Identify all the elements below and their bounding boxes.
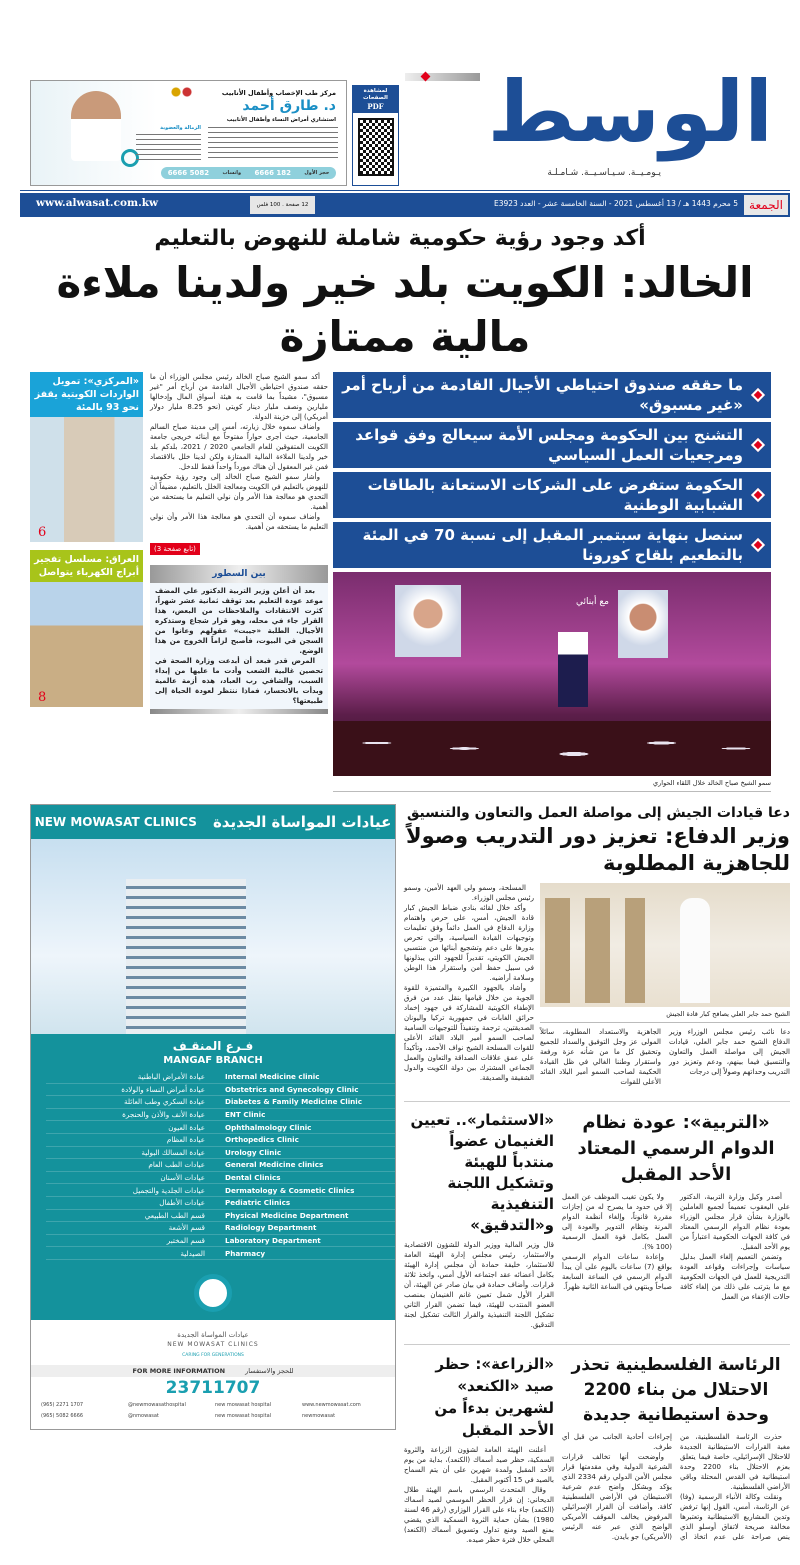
qr-title: لمشاهدة الصفحات [363,88,388,101]
portrait-screen-right [618,590,668,658]
phone-label: حجز الأول [304,170,330,176]
paragraph: وإعادة ساعات الدوام الرسمي بواقع (7) ساعات باليوم على أن يبدأ الدوام الرسمي في الساعة السابعة صباحاً وينتهي في الساعة الثانية ظهراً. [562,1253,672,1291]
clinic-ar: عيادات الأطفال [159,1198,205,1208]
facebook-contact[interactable]: new mowasat hospital [215,1412,272,1419]
clinic-en: General Medicine clinics [225,1160,324,1170]
clinic-header-en: NEW MOWASAT CLINICS [34,815,197,829]
paragraph: أعلنت الهيئة العامة لشؤون الزراعة والثروة السمكية، حظر صيد أسماك (الكنعد)، بداية من يوم الأحد المقبل ولمدة شهرين على أن يتم السماح بالصيد في 15 أكتوبر المقبل. [404,1446,554,1484]
investment-headline[interactable]: «الاستثمار».. تعيين الغنيمان عضواً منتدباً للهيئة وتشكيل اللجنة التنفيذية و«التدقيق» [410,1111,554,1234]
paragraph: وأوضحت أنها تخالف قرارات الشرعية الدولية وفي مقدمتها قرار مجلس الأمن الدولي رقم 2334 الذي يؤكد وبشكل واضح عدم شرعية الاستيطان في الأراضي الفلسطينية كافة. وأضافت أن القرار الإسرائيلي المرفوض يخالف الموقف الأمريكي الواضح الذي عبر عنه الرئيس (الأمريكي) جو بايدن. [562,1453,672,1541]
lower-row [0,804,800,1565]
clinic-en: Ophthalmology Clinic [225,1122,312,1132]
clinic-list [31,1071,395,1260]
paragraph: حذرت الرئاسة الفلسطينية، من مغبة القرارات الاستيطانية الجديدة للاحتلال الإسرائيلي، خاصة فيما يتعلق بعزم الاحتلال بناء 2200 وحدة استيطانية في القدس المحتلة وباقي الأراضي الفلسطينية. [680,1433,790,1491]
box-bottom-bar [150,709,328,714]
clinic-ar: عيادة العيون [168,1122,205,1132]
paragraph: ونقلت وكالة الأنباء الرسمية (وفا) عن الرئاسة، أمس، القول إنها ترفض وتدين المشاريع الاستيطانية وتعتبرها مخالفة صريحة لاتفاق أوسلو الذي ينص صراحة على عدم اتخاذ أي إجراءات أحادية الجانب من قبل أي طرف. [562,1433,790,1541]
clinic-en: Urology Clinic [225,1147,282,1157]
clinic-item [46,1197,395,1210]
between-lines-title: بين السطور [150,565,328,583]
paragraph: أكد سمو الشيخ صباح الخالد رئيس مجلس الوزراء أن ما حققه صندوق احتياطي الأجيال القادمة من أرباح أمر "غير مسبوق"، مشيداً بما قامت به هيئة أسواق المال وإدخالها مليارين ونصف مليار دينار كويتي (نحو 8.25 مليار دولار أمريكي) إلى خزينة الدولة. [150,373,328,421]
teaser-iraq[interactable] [30,550,143,707]
clinic-phone-number[interactable]: 23711707 [165,1377,261,1398]
clinic-en: Dermatology & Cosmetic Clinics [225,1185,355,1195]
paragraph: وأضاف سموه خلال زيارته، أمس إلى مدينة صباح السالم الجامعية، حيث أجرى حواراً مفتوحاً مع أبنائه خريجي جامعة الكويت المتفوقين للعام الجامعي 2020 / 2021، بلدكم بلد خير ولدينا الملاءة المالية الممتازة ولكن لدينا خلل بالاقتصاد فمن غير المعقول أن هناك مورداً واحداً فقط للدخل. [150,423,328,471]
youtube-contact[interactable]: new mowasat hospital [215,1401,272,1408]
lead-kicker: أكد وجود رؤية حكومية شاملة للنهوض بالتعليم [154,226,646,251]
website-link[interactable]: www.alwasat.com.kw [36,197,159,209]
clinic-en: Orthopedics Clinic [225,1135,299,1145]
clinic-advertisement[interactable] [30,804,396,1430]
bullet-text: ما حققه صندوق احتياطي الأجيال القادمة من أرباح أمر «غير مسبوق» [342,376,743,414]
clinic-logo-ar: عيادات المواساة الجديدة [177,1330,249,1339]
clinic-ar: عيادات الجلدية والتجميل [132,1185,205,1195]
clinic-en: ENT Clinic [225,1110,266,1120]
clinic-ar: عيادة المسالك البولية [141,1147,205,1157]
clinic-ar: عيادة الأمراض الباطنية [137,1072,205,1082]
paragraph: ولا يكون تغيب الموظف عن العمل إلا في حدود ما يصرح له من إجازات مقررة قانوناً، وإلغاء أنظمة الدوام المرنة ونظام التدوير والعودة إلى العمل بكامل قوة العمل الرسمية (100 %). [562,1193,672,1251]
clinic-ar: قسم الأشعة [168,1223,205,1233]
defense-kicker: دعا قيادات الجيش إلى مواصلة العمل والتعاون والتنسيق [406,805,790,821]
paragraph: وقال المتحدث الرسمي باسم الهيئة طلال الديحاني: إن قرار الحظر الموسمي لصيد أسماك (الكنعد) جاء بناء على القرار الوزاري (رقم 46 لسنة 1980) بشأن حماية الثروة السمكية الذي يقضي بمنع الصيد ومنع تداول وتسويق أسماك (الكنعد) المحلي خلال فترة حظر صيده. [404,1486,554,1544]
teaser-headline: العراق: مسلسل تفجير أبراج الكهرباء يتواصل [30,550,143,582]
whatsapp-contact[interactable]: (965) 5082 6666 [41,1412,84,1419]
clinic-building-photo [31,839,395,1034]
clinic-item [46,1147,395,1160]
clinic-ar: قسم الطب الطبيعي [144,1210,205,1220]
clinic-item [46,1222,395,1235]
price-box: 12 صفحة . 100 فلس [250,196,315,214]
clinic-item [46,1172,395,1185]
clinic-en: Diabetes & Family Medicine Clinic [225,1097,363,1107]
paragraph: وأضاف سموه أن التحدي هو معالجة هذا الأمر وأن نولي التعليم ما يستحقه من أهمية. [150,513,328,531]
paragraph: أصدر وكيل وزارة التربية، الدكتور علي اليعقوب تعميماً لجميع العاملين بالوزارة بشأن قرار مجلس الوزراء بعودة نظام الدوام الرسمي المعتاد في كافة الجهات الحكومية اعتباراً من يوم الأحد المقبل. [680,1193,790,1251]
clinic-hand-logo-icon [194,1274,232,1312]
clinic-en: Dental Clinics [225,1173,281,1183]
phone-number-1: 182 6666 [254,169,292,177]
palestine-body [562,1432,790,1542]
clinic-ar: عيادة أمراض النساء والولادة [121,1084,205,1094]
clinic-item [46,1121,395,1134]
bullet-text: سنصل بنهاية سبتمبر المقبل إلى نسبة 70 في المئة بالتطعيم بلقاح كورونا [362,526,743,564]
teaser-headline: «المركزي»: تمويل الواردات الكويتية يقفز نحو 93 بالمئة [30,372,143,417]
branch-name-ar: فـرع المنقـف [172,1039,254,1053]
clinic-item [46,1184,395,1197]
website-contact[interactable]: www.newmowasat.com [302,1401,361,1408]
doctor-title: استشاري أمراض النساء وأطفال الأنابيب [226,117,336,123]
red-diamond-icon [751,438,765,452]
clinic-en: Obstetrics and Gynecology Clinic [225,1084,359,1094]
defense-photo[interactable] [540,883,790,1007]
clinic-en: Pediatric Clinics [225,1198,291,1208]
teaser-photo-soldiers [30,582,143,707]
clinic-en: Radiology Department [225,1223,317,1233]
palestine-row [404,1344,790,1545]
lead-bullet [333,472,771,518]
paragraph: المسلحة، وسمو ولي العهد الأمين، وسمو رئيس مجلس الوزراء. [404,884,534,902]
lead-bullet [333,522,771,568]
audience [333,721,771,776]
agriculture-body [404,1445,554,1545]
clinic-ar: عيادة العظام [166,1135,205,1145]
masthead-tagline: يـومـيــة. سـيـاسـيــة. شـامـلـة [547,168,661,178]
education-body [562,1192,790,1302]
phone-number-2: 5082 6666 [167,169,210,177]
clinic-item [46,1247,395,1260]
defense-photo-caption: الشيخ حمد جابر العلي يصافح كبار قادة الجيش [540,1007,790,1023]
clinic-name: مركز طب الإخصاب وأطفال الأنابيب [221,89,336,97]
soldiers [545,898,645,1003]
clinic-item [46,1159,395,1172]
memberships-title: الزمالة والعضوية [160,125,201,131]
twitter-contact[interactable]: @nmowasat [128,1412,159,1419]
red-diamond-icon [751,538,765,552]
agriculture-headline[interactable]: «الزراعة»: حظر صيد «الكنعد» لشهرين بدءاً من الأحد المقبل [434,1355,554,1439]
logo-text: الوسط [487,63,773,161]
clinic-item [46,1235,395,1248]
app-store-contact[interactable]: newmowasat [302,1412,336,1419]
paragraph: وتضمن التعميم إلغاء العمل بدليل سياسات وإجراءات وقواعد العودة التدريجية للعمل في الجهات الحكومية مع ما يترتب على ذلك من إلغاء كافة حالات الإعفاء من العمل [680,1253,790,1301]
clinic-en: Laboratory Department [225,1236,321,1246]
minister-figure [680,898,710,1003]
issue-date: 5 محرم 1443 هـ / 13 أغسطس 2021 - السنة الخامسة عشر - العدد E3923 [493,199,738,208]
teaser-central-bank[interactable] [30,372,143,542]
clinic-item [46,1071,395,1084]
education-row [404,1101,790,1330]
between-lines-body [150,583,328,709]
clinic-item [46,1084,395,1097]
qr-format: PDF [367,102,384,111]
clinic-en: Pharmacy [225,1248,266,1258]
paragraph: وأكد خلال لقائه بنادي ضباط الجيش كبار قادة الجيش، أمس، على حرص واهتمام وزارة الدفاع في العمل دائماً وفق تعليمات وتوجيهات القيادة السياسية، والتي تحرص بدورها على دعم وتشجيع أبنائها من منتسبي الجيش الكويتي، تقديراً للجهود التي يبذلونها في سبيل حفظ أمن واستقرار هذا الوطن وسلامة أراضيه. [404,904,534,982]
lead-headline[interactable]: الخالد: الكويت بلد خير ولدينا ملاءة مالية ممتازة [56,258,754,361]
defense-headline[interactable]: وزير الدفاع: تعزيز دور التدريب وصولاً للجاهزية المطلوبة [405,824,790,875]
teaser-photo-building [30,417,143,542]
paragraph: وأشاد بالجهود الكبيرة والمتميزة للقوة الجوية من خلال قيامها بنقل عدد من فرق الإطفاء الكويتية للمشاركة في جهود إخماد حرائق الغابات في جمهورية تركيا واليونان الصديقتين، ترجمة وتنفيذاً للتوجيهات السامية لصاحب السمو أمير البلاد القائد الأعلى للقوات المسلحة الشيخ نواف الأحمد، وتأكيداً على عمق علاقات الصداقة والتعاون والعمل الجماعي المشترك بين دولة الكويت والدول الشقيقة والصديقة. [404,984,534,1082]
teaser-page-number: 8 [38,690,47,705]
clinic-header-ar: عيادات المواساة الجديدة [212,813,392,831]
clinic-ar: عيادات الطب العام [148,1160,205,1170]
screen-text: مع أبنائي [576,597,609,607]
defense-body-right: دعا نائب رئيس مجلس الوزراء وزير الدفاع الشيخ حمد جابر العلي، قيادات الجيش إلى مواصلة العمل والتعاون والتنسيق فيما بينهم، ودعم وتعزيز دور التدريب وحداتهم وصولاً إلى درجات [669,1028,790,1076]
lead-photo-caption: سمو الشيخ صباح الخالد خلال اللقاء الحواري [333,776,771,792]
speaker-podium [558,632,588,707]
info-label-en: FOR MORE INFORMATION [132,1366,226,1375]
clinic-ar: عيادات الأسنان [160,1173,205,1183]
clinic-item [46,1134,395,1147]
lead-article-body [150,372,328,532]
defense-body-left [404,883,534,1083]
lead-bullet [333,372,771,418]
between-lines-box [150,565,328,714]
lead-right-column [333,372,771,792]
portrait-screen-left [395,585,461,657]
clinic-ar: قسم المختبر [166,1236,205,1246]
paragraph: بعد أن أعلن وزير التربية الدكتور علي المضف موعد عودة التعليم بعد توقف ثمانية عشر شهراً، كثرت الانتقادات والملاحظات من البعض، هذا القرار جاء في محله، وهو قرار شجاع وستذكره الأجيال. الطلبة «جيبت» عقولهم وعانوا من السجن في البيوت، فأصبح لزاماً الخروج من هذا الوضع. [155,587,323,655]
education-headline[interactable]: «التربية»: عودة نظام الدوام الرسمي المعتاد الأحد المقبل [577,1112,775,1185]
building [126,879,246,1034]
bullet-text: التشنج بين الحكومة ومجلس الأمة سيعالج وفق قواعد ومرجعيات العمل السياسي [355,426,743,464]
lead-photo[interactable] [333,572,771,776]
doctor-name: د. طارق أحمد [242,98,336,114]
clinic-logo-en: NEW MOWASAT CLINICS [167,1340,259,1348]
phone-contact[interactable]: (965) 2271 1707 [41,1401,84,1408]
teasers-column [30,372,143,707]
clinic-en: Internal Medicine clinic [225,1072,320,1082]
clinic-item [46,1109,395,1122]
info-label-ar: للحجز والاستفسار [245,1366,294,1375]
clinic-ad-header [31,805,395,839]
palestine-headline[interactable]: الرئاسة الفلسطينية تحذر الاحتلال من بناء 2200 وحدة استيطانية جديدة [571,1355,781,1425]
investment-body: قال وزير المالية ووزير الدولة للشؤون الاقتصادية والاستثمار، رئيس مجلس إدارة الهيئة العامة للاستثمار، خليفة حمادة أن مجلس إدارة الهيئة بكامل أعضائه عقد اجتماعه الأول أمس، واتخذ ثلاثة قرارات. وأضاف حمادة في بيان صادر عن الهيئة، أن القرار الأول شمل تعيين غانم الغنيمان بمنصب العضو المنتدب للهيئة، فيما تضمن القرار الثاني تشكيل اللجنة التنفيذية والقرار الثالث تشكيل لجنة التدقيق. [404,1241,554,1329]
lead-middle-column [150,372,328,714]
defense-row [404,883,790,1087]
red-diamond-icon [751,488,765,502]
news-column [404,804,790,1565]
contact-grid [31,1399,395,1423]
defense-body-middle: الجاهزية والاستعداد المطلوبة، سائلاً المولى عز وجل التوفيق والسداد للجميع وتحقيق كل ما من شأنه عزة ورفعة واستقرار وطننا الغالي في ظل القيادة الحكيمة لصاحب السمو أمير البلاد القائد الأعلى للقوات [540,1028,661,1086]
clinic-ar: عيادة السكري وطب العائلة [124,1097,205,1107]
lead-bullet [333,422,771,468]
whatsapp-label: واتساب [222,170,242,176]
info-strip [31,1365,395,1377]
clinic-en: Physical Medicine Department [225,1210,349,1220]
clinic-ar: عيادة الأنف والأذن والحنجرة [122,1110,205,1120]
clinic-item [46,1096,395,1109]
clinic-slogan: CARING FOR GENERATIONS [182,1352,244,1358]
lead-row [0,372,800,792]
day-label: الجمعة [744,195,788,215]
paragraph: وأشار سمو الشيخ صباح الخالد إلى وجود رؤية حكومية للنهوض بالتعليم في الكويت ومعالجة الخلل بالتعليم، مضيفاً أن التحدي هو معالجة هذا الأمر وأن نولي التعليم ما يستحقه من أهمية. [150,473,328,511]
clinic-ar: الصيدلية [180,1248,205,1258]
red-diamond-icon [751,388,765,402]
paragraph: المرض قدر فبعد أن أبدعت وزارة الصحة في تحصين غالبية الشعب وأدت ما عليها من إبداء السبب، والشافي رب العباد، هذه أزمة عالمية وبدأت بالانحسار، فماذا ننتظر لعودة الحياة إلى طبيعتها؟ [155,657,323,705]
clinic-item [46,1210,395,1223]
teaser-page-number: 6 [38,525,47,540]
continued-link[interactable]: (تابع صفحة 3) [150,543,200,555]
instagram-contact[interactable]: @newmowasathospital [128,1401,186,1408]
branch-name-en: MANGAF BRANCH [163,1055,263,1066]
bullet-text: الحكومة ستفرض على الشركات الاستعانة بالطاقات الشبابية الوطنية [367,476,743,514]
